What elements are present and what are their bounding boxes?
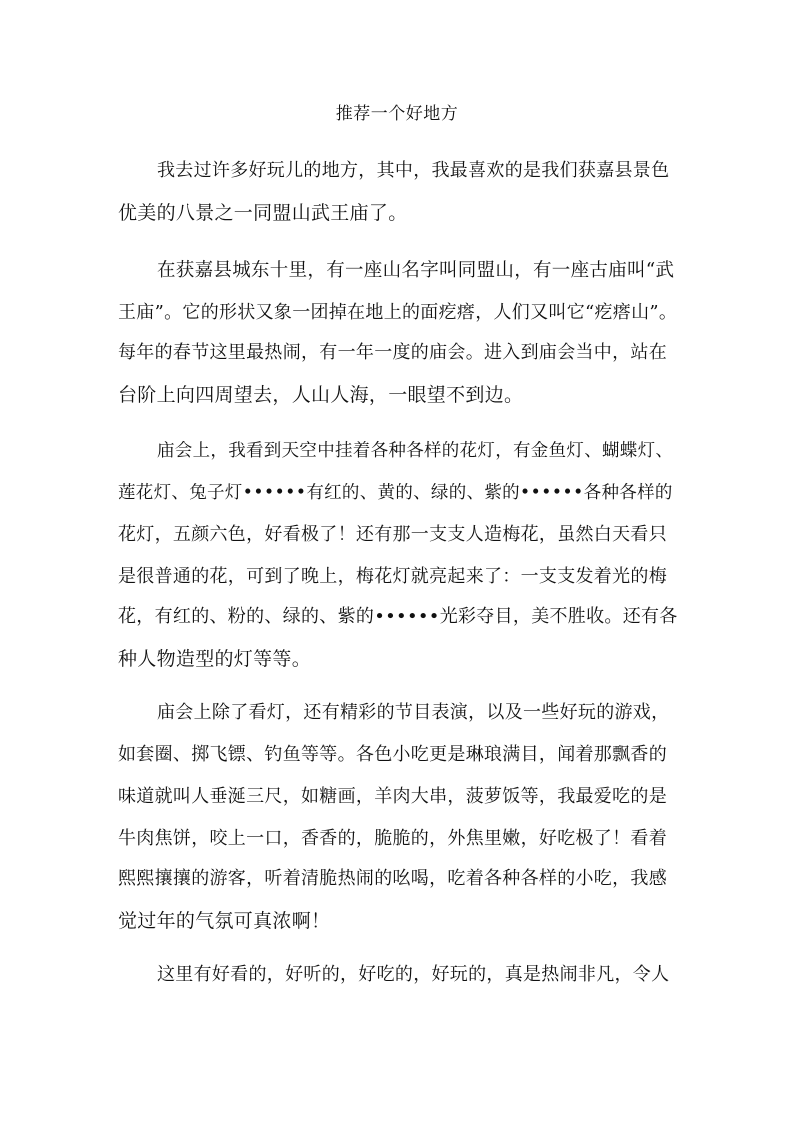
text-line: 这里有好看的，好听的，好吃的，好玩的，真是热闹非凡，令人 — [157, 964, 670, 985]
document-title: 推荐一个好地方 — [335, 104, 459, 124]
text-line: 觉过年的气氛可真浓啊！ — [118, 910, 331, 932]
text-line: 如套圈、掷飞镖、钓鱼等等。各色小吃更是琳琅满目，闻着那飘香的 — [118, 744, 667, 765]
text-line: 熙熙攘攘的游客，听着清脆热闹的吆喝，吃着各种各样的小吃，我感 — [118, 868, 667, 889]
text-line: 庙会上，我看到天空中挂着各种各样的花灯，有金鱼灯、蝴蝶灯、 — [157, 441, 674, 461]
text-line: 在获嘉县城东十里，有一座山名字叫同盟山，有一座古庙叫“武 — [157, 260, 675, 281]
text-line: 我去过许多好玩儿的地方，其中，我最喜欢的是我们获嘉县景色 — [157, 160, 670, 181]
text-line: 种人物造型的灯等等。 — [118, 648, 312, 670]
text-line: 是很普通的花，可到了晚上，梅花灯就亮起来了：一支支发着光的梅 — [118, 566, 667, 587]
text-line: 优美的八景之一同盟山武王庙了。 — [118, 202, 408, 224]
text-line: 王庙”。它的形状又象一团掉在地上的面疙瘩，人们又叫它“疙瘩山”。 — [118, 302, 678, 323]
text-line: 台阶上向四周望去，人山人海，一眼望不到边。 — [118, 384, 524, 406]
text-line: 莲花灯、兔子灯••••••有红的、黄的、绿的、紫的••••••各种各样的 — [118, 483, 673, 503]
text-line: 庙会上除了看灯，还有精彩的节目表演，以及一些好玩的游戏， — [157, 702, 670, 723]
text-line: 花，有红的、粉的、绿的、紫的••••••光彩夺目，美不胜收。还有各 — [118, 606, 678, 627]
text-line: 每年的春节这里最热闹，有一年一度的庙会。进入到庙会当中，站在 — [118, 342, 667, 363]
text-line: 牛肉焦饼，咬上一口，香香的，脆脆的，外焦里嫩，好吃极了！看着 — [118, 828, 667, 849]
text-line: 味道就叫人垂涎三尺，如糖画，羊肉大串，菠萝饭等，我最爱吃的是 — [118, 786, 667, 807]
text-line: 花灯，五颜六色，好看极了！还有那一支支人造梅花，虽然白天看只 — [118, 524, 667, 545]
